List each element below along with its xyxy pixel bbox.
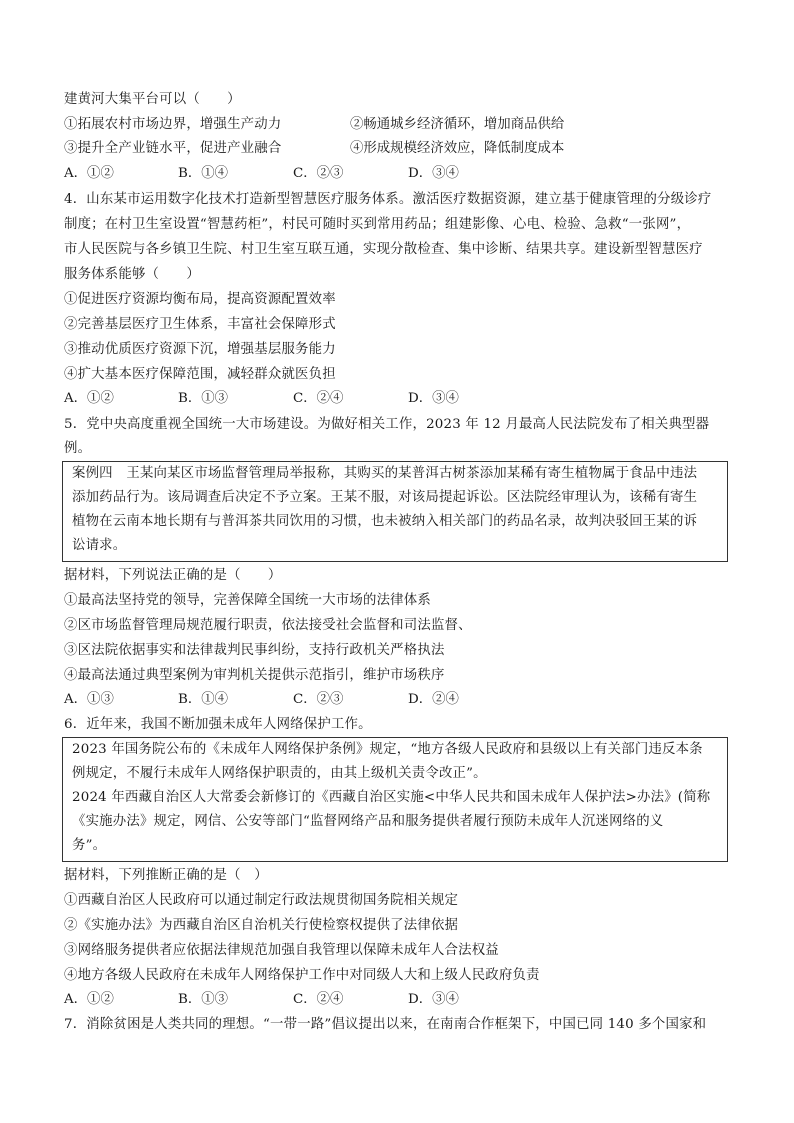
q4-statement-4: ④扩大基本医疗保障范围，减轻群众就医负担 <box>64 367 336 382</box>
q5-case-line-4: 讼请求。 <box>72 538 127 553</box>
q6-option-d[interactable]: D．③④ <box>408 992 459 1007</box>
q4-stem-line-1: 4．山东某市运用数字化技术打造新型智慧医疗服务体系。激活医疗数据资源，建立基于健康管理的分级诊疗 <box>64 192 712 207</box>
q6-question: 据材料，下列推断正确的是（ ） <box>64 868 268 883</box>
q5-option-b[interactable]: B．①④ <box>178 692 229 707</box>
q6-statement-4: ④地方各级人民政府在未成年人网络保护工作中对同级人大和上级人民政府负责 <box>64 968 540 983</box>
q6-material-line-3: 2024 年西藏自治区人大常委会新修订的《西藏自治区实施<中华人民共和国未成年人保护法>办法》(简称 <box>72 790 711 805</box>
q5-case-line-3: 植物在云南本地长期有与普洱茶共同饮用的习惯，也未被纳入相关部门的药品名录，故判决驳回王某的诉 <box>72 514 698 529</box>
q5-option-c[interactable]: C．②③ <box>293 692 344 707</box>
q3-statement-1: ①拓展农村市场边界，增强生产动力 <box>64 117 282 132</box>
q4-option-a[interactable]: A．①② <box>64 391 114 406</box>
q6-option-b[interactable]: B．①③ <box>178 992 229 1007</box>
q5-stem-line-2: 例。 <box>64 441 92 456</box>
q5-statement-1: ①最高法坚持党的领导，完善保障全国统一大市场的法律体系 <box>64 593 431 608</box>
q3-option-c[interactable]: C．②③ <box>293 166 344 181</box>
q6-material-box <box>62 737 728 862</box>
q3-option-b[interactable]: B．①④ <box>178 166 229 181</box>
q3-statement-3: ③提升全产业链水平，促进产业融合 <box>64 141 282 156</box>
q5-case-line-1: 案例四 王某向某区市场监督管理局举报称，其购买的某普洱古树茶添加某稀有寄生植物属于食品中违法 <box>72 466 698 481</box>
q3-stem-tail: 建黄河大集平台可以（ ） <box>64 92 241 107</box>
q5-option-d[interactable]: D．②④ <box>408 692 459 707</box>
q6-stem: 6．近年来，我国不断加强未成年人网络保护工作。 <box>64 717 372 732</box>
q4-statement-2: ②完善基层医疗卫生体系，丰富社会保障形式 <box>64 317 336 332</box>
q5-statement-3: ③区法院依据事实和法律裁判民事纠纷，支持行政机关严格执法 <box>64 643 445 658</box>
q4-option-d[interactable]: D．③④ <box>408 391 459 406</box>
q4-stem-line-4: 服务体系能够（ ） <box>64 267 200 282</box>
q5-statement-2: ②区市场监督管理局规范履行职责，依法接受社会监督和司法监督、 <box>64 618 472 633</box>
q6-material-line-5: 务”。 <box>72 838 107 853</box>
q5-statement-4: ④最高法通过典型案例为审判机关提供示范指引，维护市场秩序 <box>64 668 445 683</box>
q4-statement-1: ①促进医疗资源均衡布局，提高资源配置效率 <box>64 292 336 307</box>
q3-statement-4: ④形成规模经济效应，降低制度成本 <box>350 141 565 156</box>
q6-statement-3: ③网络服务提供者应依据法律规范加强自我管理以保障未成年人合法权益 <box>64 943 499 958</box>
q6-option-a[interactable]: A．①② <box>64 992 114 1007</box>
q4-option-c[interactable]: C．②④ <box>293 391 344 406</box>
q5-option-a[interactable]: A．①③ <box>64 692 114 707</box>
q3-option-d[interactable]: D．③④ <box>408 166 459 181</box>
q6-material-line-1: 2023 年国务院公布的《未成年人网络保护条例》规定，“地方各级人民政府和县级以上有关部门违反本条 <box>72 742 703 757</box>
q3-option-a[interactable]: A．①② <box>64 166 114 181</box>
q7-stem: 7．消除贫困是人类共同的理想。“一带一路”倡议提出以来，在南南合作框架下，中国已同 140 多个国家和 <box>64 1017 707 1032</box>
q4-stem-line-3: 市人民医院与各乡镇卫生院、村卫生室互联互通，实现分散检查、集中诊断、结果共享。建设新型智慧医疗 <box>64 242 703 257</box>
q6-statement-1: ①西藏自治区人民政府可以通过制定行政法规贯彻国务院相关规定 <box>64 893 459 908</box>
q6-material-line-2: 例规定，不履行未成年人网络保护职责的，由其上级机关责令改正”。 <box>72 766 487 781</box>
q4-stem-line-2: 制度；在村卫生室设置“智慧药柜”，村民可随时买到常用药品；组建影像、心电、检验、急救“一张网”， <box>64 217 691 232</box>
q6-material-line-4: 《实施办法》规定，网信、公安等部门“监督网络产品和服务提供者履行预防未成年人沉迷网络的义 <box>72 814 664 829</box>
q4-statement-3: ③推动优质医疗资源下沉，增强基层服务能力 <box>64 342 336 357</box>
q6-statement-2: ②《实施办法》为西藏自治区自治机关行使检察权提供了法律依据 <box>64 918 459 933</box>
q4-option-b[interactable]: B．①③ <box>178 391 229 406</box>
q5-question: 据材料，下列说法正确的是（ ） <box>64 568 282 583</box>
q3-statement-2: ②畅通城乡经济循环，增加商品供给 <box>350 117 565 132</box>
q6-option-c[interactable]: C．②④ <box>293 992 344 1007</box>
q5-case-line-2: 添加药品行为。该局调查后决定不予立案。王某不服，对该局提起诉讼。区法院经审理认为，该稀有寄生 <box>72 490 698 505</box>
q5-case-box <box>62 461 728 562</box>
q5-stem-line-1: 5．党中央高度重视全国统一大市场建设。为做好相关工作，2023 年 12 月最高人民法院发布了相关典型器 <box>64 417 710 432</box>
